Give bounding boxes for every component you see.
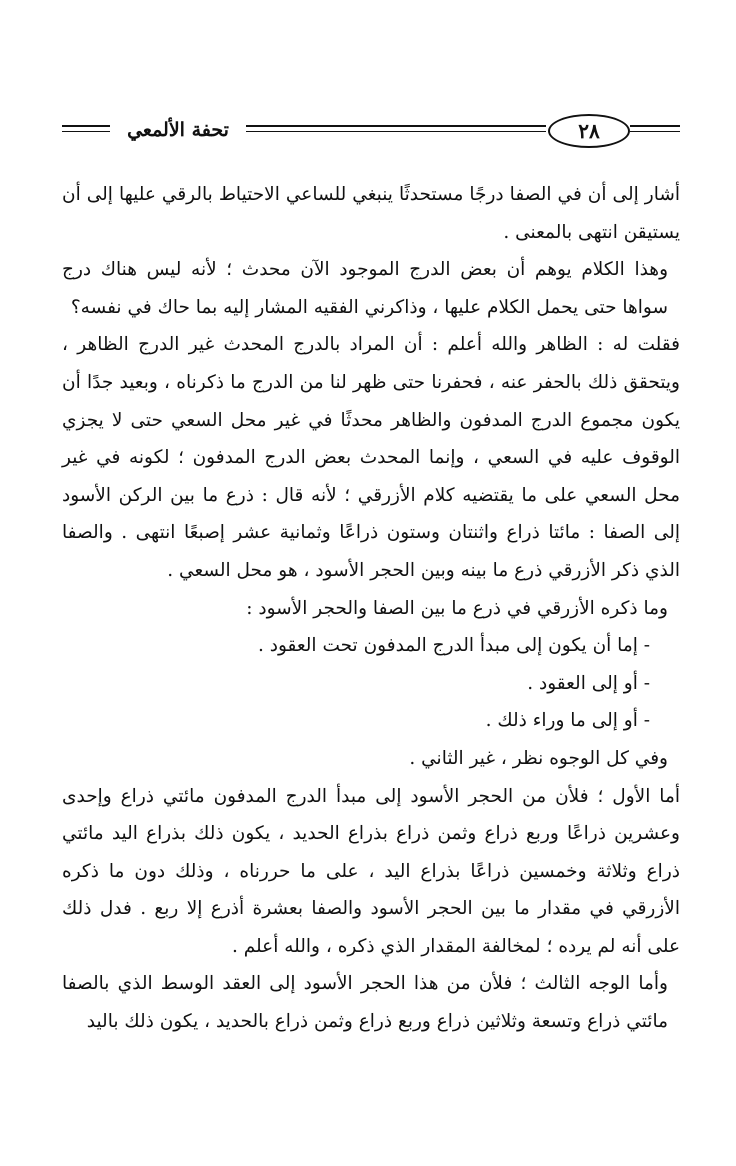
list-item: - أو إلى العقود .: [527, 672, 650, 694]
header-rule-right-bottom: [630, 131, 680, 132]
paragraph: أما الأول ؛ فلأن من الحجر الأسود إلى مبدأ الدرج المدفون مائتي ذراع وإحدى وعشرين ذراعًا وربع ذراع وثمن ذراع بذراع الحديد ، يكون ذلك بذراع اليد مائتي ذراع وثلاثة وخمسين ذراعًا بذراع اليد ، على ما حررناه ، وذلك دون ما ذكره الأزرقي في مقدار ما بين الحجر الأسود والصفا بعشرة أذرع إلا ربع . فدل ذلك على أنه لم يرده ؛ لمخالفة المقدار الذي ذكره ، والله أعلم .: [62, 785, 680, 957]
list-item: - إما أن يكون إلى مبدأ الدرج المدفون تحت العقود .: [257, 635, 650, 657]
paragraph: وهذا الكلام يوهم أن بعض الدرج الموجود الآن محدث ؛ لأنه ليس هناك درج سواها حتى يحمل الكلام عليها ، وذاكرني الفقيه المشار إليه بما حاك في نفسه؟: [62, 259, 668, 318]
running-header: [0, 112, 736, 152]
paragraph: وأما الوجه الثالث ؛ فلأن من هذا الحجر الأسود إلى العقد الوسط الذي بالصفا مائتي ذراع وتسعة وثلاثين ذراع وربع ذراع وثمن ذراع بالحديد ، يكون ذلك باليد: [62, 973, 668, 1033]
body-text: [62, 176, 680, 1041]
header-rule-middle-top: [246, 125, 546, 127]
paragraph: أشار إلى أن في الصفا درجًا مستحدثًا ينبغي للساعي الاحتياط بالرقي عليها إلى أن يستيقن انتهى بالمعنى .: [62, 184, 680, 243]
book-title: تحفة الألمعي: [127, 119, 229, 141]
paragraph: وفي كل الوجوه نظر ، غير الثاني .: [409, 747, 668, 769]
page-number: ٢٨: [548, 114, 630, 148]
paragraph: فقلت له : الظاهر والله أعلم : أن المراد بالدرج المحدث غير الدرج الظاهر ، ويتحقق ذلك بالحفر عنه ، فحفرنا حتى ظهر لنا من الدرج ما ذكرناه ، وبعيد جدًا أن يكون مجموع الدرج المدفون والظاهر محدثًا في غير محل السعي حتى لا يجزي الوقوف عليه في السعي ، وإنما المحدث بعض الدرج المدفون ؛ لكونه في غير محل السعي على ما يقتضيه كلام الأزرقي ؛ لأنه قال : ذرع ما بين الركن الأسود إلى الصفا : مائتا ذراع واثنتان وستون ذراعًا وثمانية عشر إصبعًا انتهى . والصفا الذي ذكر الأزرقي ذرع ما بينه وبين الحجر الأسود ، هو محل السعي .: [62, 334, 680, 581]
header-rule-right-top: [630, 125, 680, 127]
list-item: - أو إلى ما وراء ذلك .: [485, 710, 650, 732]
paragraph: وما ذكره الأزرقي في ذرع ما بين الصفا والحجر الأسود :: [246, 597, 668, 619]
header-rule-left-top: [62, 125, 110, 127]
header-rule-middle-bottom: [246, 131, 546, 132]
header-rule-left-bottom: [62, 131, 110, 132]
